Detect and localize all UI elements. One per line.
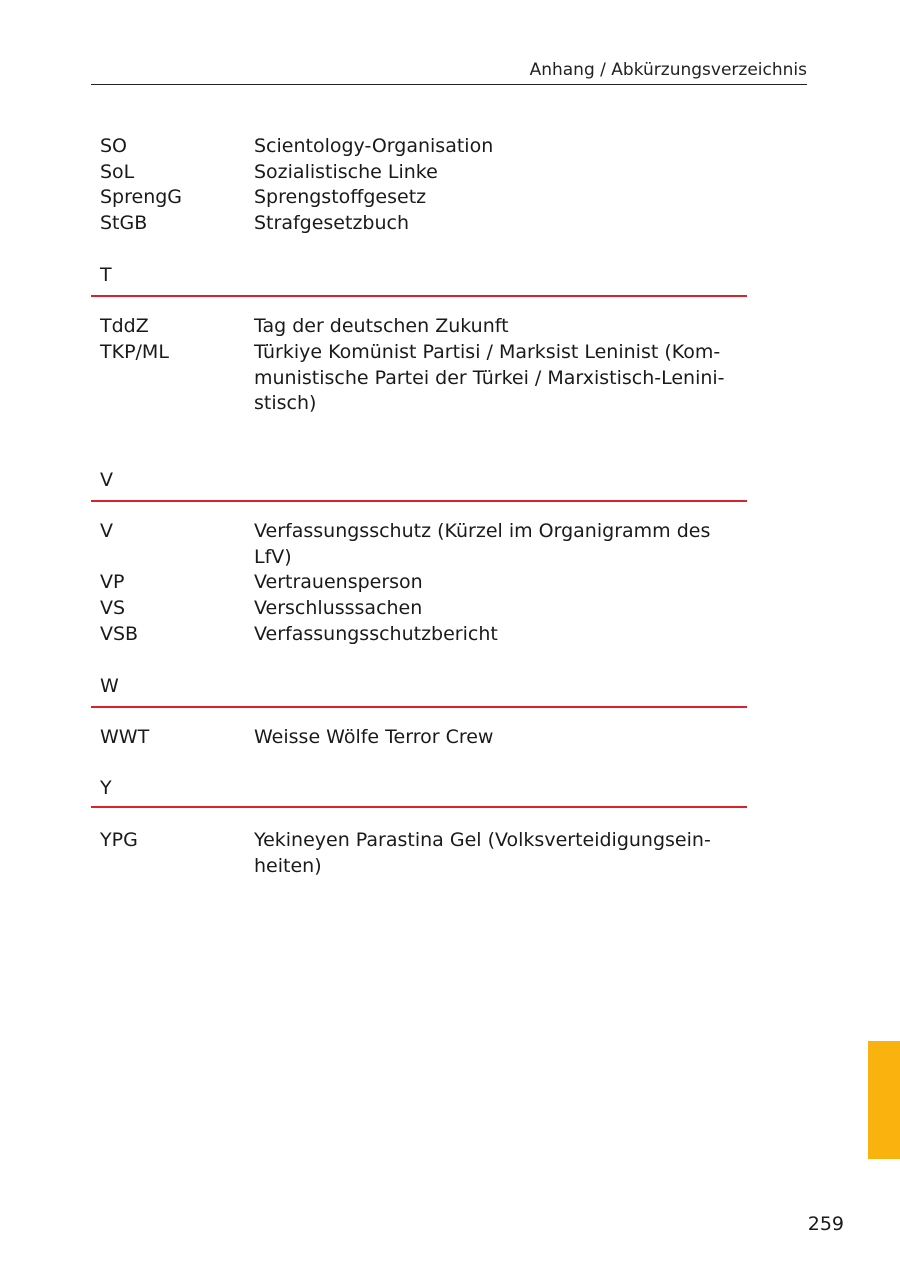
section-letter: V [100,469,113,491]
section-rule [91,706,747,708]
section-letter: W [100,675,119,697]
entry-description: Sprengstoffgesetz [254,186,427,208]
header-title: Anhang / Abkürzungsverzeichnis [529,60,807,80]
entry-description: Vertrauensperson [254,571,423,593]
page-number: 259 [807,1213,844,1235]
entry-abbreviation: TKP/ML [100,341,169,363]
entry-description: Yekineyen Parastina Gel (Volksverteidigungsein- heiten) [254,829,711,877]
entry-abbreviation: V [100,520,113,542]
section-rule [91,500,747,502]
section-rule [91,806,747,808]
entry-abbreviation: VP [100,571,125,593]
entry-description: Sozialistische Linke [254,161,438,183]
entry-abbreviation: VSB [100,623,139,645]
entry-abbreviation: SprengG [100,186,183,208]
entry-abbreviation: WWT [100,726,150,748]
header-rule [91,84,807,85]
entry-abbreviation: TddZ [100,315,149,337]
entry-description: Weisse Wölfe Terror Crew [254,726,494,748]
entry-abbreviation: SoL [100,161,135,183]
section-rule [91,295,747,297]
entry-description: Türkiye Komünist Partisi / Marksist Leninist (Kom- munistische Partei der Türkei / Marxistisch-Lenini- stisch) [254,341,725,415]
entry-description: Verschlusssachen [254,597,423,619]
section-letter: T [100,264,112,286]
entry-description: Tag der deutschen Zukunft [254,315,509,337]
entry-description: Strafgesetzbuch [254,212,410,234]
entry-description: Verfassungsschutz (Kürzel im Organigramm des LfV) [254,520,711,568]
entry-abbreviation: VS [100,597,126,619]
section-letter: Y [100,777,112,799]
entry-description: Verfassungsschutzbericht [254,623,498,645]
entry-abbreviation: YPG [100,829,138,851]
entry-abbreviation: StGB [100,212,148,234]
entry-description: Scientology-Organisation [254,135,494,157]
entry-abbreviation: SO [100,135,128,157]
chapter-tab [868,1041,900,1159]
